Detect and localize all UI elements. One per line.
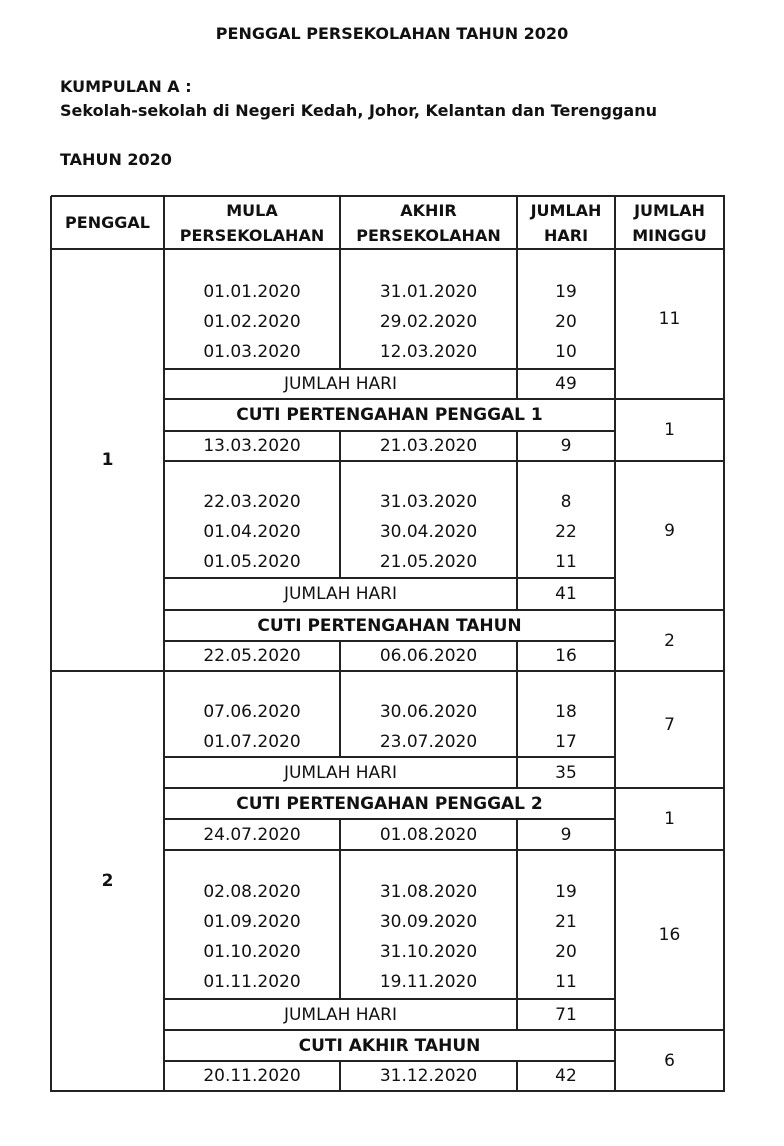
break-weeks: 1 — [664, 809, 675, 829]
weeks-value: 16 — [658, 925, 681, 945]
header-text: PERSEKOLAHAN — [356, 225, 501, 245]
end-date: 30.04.2020 — [379, 522, 478, 542]
break-end-date: 31.12.2020 — [379, 1066, 478, 1086]
end-dates — [340, 696, 517, 757]
table-border — [516, 1061, 518, 1092]
year-label: TAHUN 2020 — [60, 150, 172, 169]
day-count: 19 — [555, 281, 577, 302]
start-date: 01.03.2020 — [203, 341, 301, 362]
table-border — [164, 670, 725, 672]
total-days-value: 41 — [555, 584, 577, 604]
table-border — [164, 577, 518, 579]
total-days-value: 35 — [555, 762, 577, 783]
start-date: 01.10.2020 — [203, 942, 301, 962]
table-border — [164, 398, 725, 400]
table-border — [164, 998, 518, 1000]
start-date: 22.03.2020 — [203, 492, 301, 512]
header-text: AKHIR — [400, 200, 457, 220]
start-dates — [164, 875, 340, 999]
total-days-value: 49 — [555, 374, 577, 394]
start-date: 01.09.2020 — [203, 912, 301, 932]
break-days: 9 — [560, 824, 572, 845]
start-dates — [164, 696, 340, 757]
break-end-date: 06.06.2020 — [379, 646, 478, 666]
table-border — [516, 641, 518, 672]
table-border — [164, 460, 725, 462]
table-border — [164, 368, 518, 370]
break-weeks: 1 — [664, 420, 675, 440]
table-border — [517, 998, 616, 1000]
day-counts — [517, 696, 615, 757]
day-count: 20 — [555, 942, 577, 962]
table-border — [163, 196, 165, 1092]
table-border — [339, 431, 341, 462]
header-text: PERSEKOLAHAN — [179, 225, 325, 245]
table-border — [339, 850, 341, 1000]
day-count: 11 — [555, 552, 577, 572]
table-border — [164, 1029, 725, 1031]
day-counts — [517, 486, 615, 578]
day-counts — [517, 875, 615, 999]
break-start-date: 24.07.2020 — [203, 824, 301, 845]
table-border — [164, 787, 725, 789]
table-border — [164, 430, 616, 432]
table-border — [50, 196, 52, 1092]
break-days: 42 — [555, 1066, 577, 1086]
start-dates — [164, 274, 340, 369]
break-end-date: 01.08.2020 — [379, 824, 478, 845]
weeks-value: 9 — [664, 520, 675, 541]
header-text: MULA — [226, 200, 278, 220]
end-date: 31.10.2020 — [379, 942, 478, 962]
table-border — [339, 196, 341, 250]
start-date: 01.04.2020 — [203, 522, 301, 542]
table-border — [164, 609, 725, 611]
table-border — [516, 249, 518, 400]
end-dates — [340, 875, 517, 999]
day-count: 22 — [555, 522, 577, 542]
break-days: 9 — [560, 436, 572, 456]
end-dates — [340, 486, 517, 578]
break-title: CUTI AKHIR TAHUN — [298, 1035, 481, 1056]
penggal-2: 2 — [101, 871, 114, 891]
break-weeks: 2 — [664, 630, 675, 651]
table-border — [339, 819, 341, 851]
day-count: 19 — [555, 882, 577, 902]
header-text: JUMLAH — [530, 200, 602, 220]
end-date: 30.06.2020 — [379, 701, 478, 722]
day-count: 21 — [555, 912, 577, 932]
day-count: 11 — [555, 972, 577, 992]
break-title: CUTI PERTENGAHAN PENGGAL 1 — [236, 405, 543, 425]
end-date: 31.01.2020 — [379, 281, 478, 302]
table-border — [516, 671, 518, 789]
table-border — [614, 196, 616, 1092]
total-days-label: JUMLAH HARI — [283, 584, 398, 604]
table-border — [51, 248, 725, 250]
table-border — [516, 196, 518, 250]
start-date: 01.07.2020 — [203, 731, 301, 752]
day-count: 10 — [555, 341, 577, 362]
break-title: CUTI PERTENGAHAN TAHUN — [257, 615, 522, 636]
start-date: 01.11.2020 — [203, 972, 301, 992]
header-mula — [164, 196, 340, 249]
table-border — [164, 1060, 616, 1062]
break-days: 16 — [555, 646, 577, 666]
header-akhir — [340, 196, 517, 249]
total-days-label: JUMLAH HARI — [283, 762, 398, 783]
start-date: 01.02.2020 — [203, 311, 301, 332]
table-border — [51, 1090, 725, 1092]
table-border — [517, 756, 616, 758]
start-date: 07.06.2020 — [203, 701, 301, 722]
header-text: JUMLAH — [634, 200, 705, 220]
table-border — [339, 249, 341, 370]
start-date: 01.01.2020 — [203, 281, 301, 302]
day-count: 18 — [555, 701, 577, 722]
table-border — [516, 819, 518, 851]
weeks-value: 11 — [658, 309, 681, 329]
end-date: 31.08.2020 — [379, 882, 478, 902]
penggal-1: 1 — [101, 450, 114, 470]
start-dates — [164, 486, 340, 578]
break-title: CUTI PERTENGAHAN PENGGAL 2 — [236, 793, 543, 814]
total-days-label: JUMLAH HARI — [283, 374, 398, 394]
table-border — [516, 431, 518, 462]
day-count: 20 — [555, 311, 577, 332]
total-days-value: 71 — [555, 1004, 577, 1025]
day-counts — [517, 274, 615, 369]
document-title: PENGGAL PERSEKOLAHAN TAHUN 2020 — [215, 24, 569, 43]
end-date: 31.03.2020 — [379, 492, 478, 512]
table-border — [164, 640, 616, 642]
end-date: 30.09.2020 — [379, 912, 478, 932]
break-weeks: 6 — [664, 1050, 675, 1071]
table-border — [339, 641, 341, 672]
start-date: 01.05.2020 — [203, 552, 301, 572]
table-border — [516, 850, 518, 1031]
table-border — [723, 196, 725, 1092]
table-border — [517, 368, 616, 370]
total-days-label: JUMLAH HARI — [283, 1004, 398, 1025]
header-penggal: PENGGAL — [65, 213, 150, 232]
table-border — [164, 818, 616, 820]
day-count: 8 — [560, 492, 572, 512]
end-date: 29.02.2020 — [379, 311, 478, 332]
table-border — [164, 849, 725, 851]
end-date: 19.11.2020 — [379, 972, 478, 992]
header-text: HARI — [543, 225, 589, 245]
group-label: KUMPULAN A : — [60, 77, 192, 96]
header-text: MINGGU — [632, 225, 707, 245]
end-date: 12.03.2020 — [379, 341, 478, 362]
end-date: 21.05.2020 — [379, 552, 478, 572]
table-border — [517, 577, 616, 579]
table-border — [51, 195, 725, 197]
end-dates — [340, 274, 517, 369]
table-border — [339, 671, 341, 758]
day-count: 17 — [555, 731, 577, 752]
break-end-date: 21.03.2020 — [379, 436, 478, 456]
break-start-date: 13.03.2020 — [203, 436, 301, 456]
end-date: 23.07.2020 — [379, 731, 478, 752]
table-border — [164, 756, 518, 758]
table-border — [339, 461, 341, 579]
start-date: 02.08.2020 — [203, 882, 301, 902]
table-border — [339, 1061, 341, 1092]
table-border — [516, 461, 518, 611]
break-start-date: 20.11.2020 — [203, 1066, 301, 1086]
weeks-value: 7 — [664, 714, 675, 735]
header-jumlah-minggu — [615, 196, 724, 249]
break-start-date: 22.05.2020 — [203, 646, 301, 666]
header-jumlah-hari — [517, 196, 615, 249]
table-border — [51, 670, 165, 672]
states-description: Sekolah-sekolah di Negeri Kedah, Johor, Kelantan dan Terengganu — [60, 101, 657, 120]
